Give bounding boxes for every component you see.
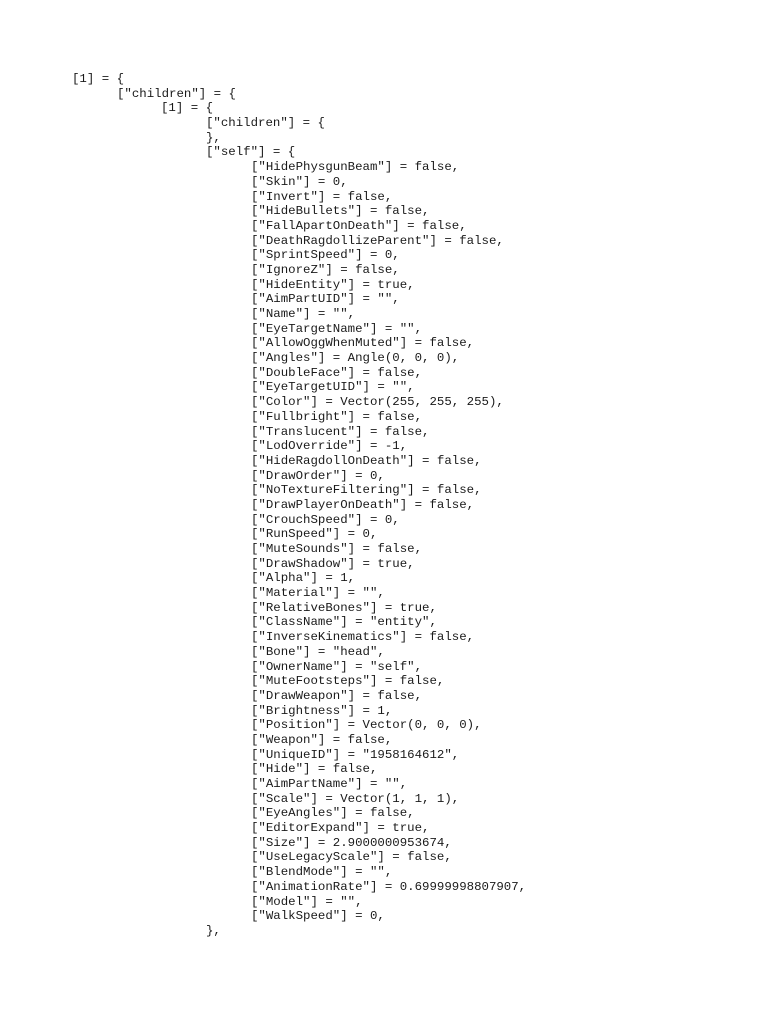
code-line: ["ClassName"] = "entity", xyxy=(251,615,437,630)
code-line: ["Translucent"] = false, xyxy=(251,424,430,439)
code-line: ["Alpha"] = 1, xyxy=(251,571,356,586)
code-listing xyxy=(72,72,752,939)
code-line: ["DrawShadow"] = true, xyxy=(251,556,415,571)
code-line: ["RunSpeed"] = 0, xyxy=(251,527,378,542)
code-line: ["Position"] = Vector(0, 0, 0), xyxy=(251,718,482,733)
code-line: ["LodOverride"] = -1, xyxy=(251,439,408,454)
code-line: ["children"] = { xyxy=(117,86,236,101)
code-line: ["Bone"] = "head", xyxy=(251,644,385,659)
code-line: ["self"] = { xyxy=(206,145,296,160)
code-line: ["IgnoreZ"] = false, xyxy=(251,262,400,277)
code-line: ["Scale"] = Vector(1, 1, 1), xyxy=(251,791,460,806)
code-line: ["Fullbright"] = false, xyxy=(251,409,423,424)
code-line: ["HideEntity"] = true, xyxy=(251,277,415,292)
code-line: ["AllowOggWhenMuted"] = false, xyxy=(251,336,475,351)
code-line: ["HideRagdollOnDeath"] = false, xyxy=(251,453,482,468)
code-line: ["AimPartName"] = "", xyxy=(251,777,408,791)
code-line: ["HideBullets"] = false, xyxy=(251,204,430,219)
code-line: ["Color"] = Vector(255, 255, 255), xyxy=(251,395,504,410)
code-line: ["NoTextureFiltering"] = false, xyxy=(251,483,482,498)
code-line: ["Weapon"] = false, xyxy=(251,732,393,747)
code-line: ["RelativeBones"] = true, xyxy=(251,600,437,615)
code-line: }, xyxy=(206,923,221,938)
code-line: ["Skin"] = 0, xyxy=(251,174,348,189)
code-line: ["EyeTargetName"] = "", xyxy=(251,321,423,336)
code-line: ["EditorExpand"] = true, xyxy=(251,821,430,836)
code-line: ["SprintSpeed"] = 0, xyxy=(251,248,400,263)
code-line: ["DeathRagdollizeParent"] = false, xyxy=(251,233,504,248)
code-line: ["DrawOrder"] = 0, xyxy=(251,468,385,483)
code-line: ["children"] = { xyxy=(206,116,325,131)
code-line: ["Angles"] = Angle(0, 0, 0), xyxy=(251,351,460,366)
code-line: ["MuteFootsteps"] = false, xyxy=(251,674,445,689)
code-line: ["CrouchSpeed"] = 0, xyxy=(251,512,400,527)
code-line: ["UseLegacyScale"] = false, xyxy=(251,850,452,865)
code-line: ["DoubleFace"] = false, xyxy=(251,365,423,380)
code-line: ["DrawWeapon"] = false, xyxy=(251,688,423,703)
code-line: ["Material"] = "", xyxy=(251,586,385,601)
code-line: ["WalkSpeed"] = 0, xyxy=(251,909,385,924)
code-line: ["AimPartUID"] = "", xyxy=(251,292,400,307)
code-line: ["MuteSounds"] = false, xyxy=(251,542,423,556)
code-line: ["Hide"] = false, xyxy=(251,762,378,777)
code-line: ["OwnerName"] = "self", xyxy=(251,659,423,674)
code-line: ["BlendMode"] = "", xyxy=(251,865,393,880)
code-line: ["FallApartOnDeath"] = false, xyxy=(251,218,467,233)
code-line: ["Brightness"] = 1, xyxy=(251,703,393,718)
code-line: ["HidePhysgunBeam"] = false, xyxy=(251,160,460,175)
code-line: [1] = { xyxy=(72,72,125,86)
code-line: ["Invert"] = false, xyxy=(251,189,393,204)
code-line: ["EyeAngles"] = false, xyxy=(251,806,415,821)
code-line: ["UniqueID"] = "1958164612", xyxy=(251,747,460,762)
code-line: ["Name"] = "", xyxy=(251,307,356,321)
code-line: ["InverseKinematics"] = false, xyxy=(251,630,475,645)
code-line: ["Size"] = 2.9000000953674, xyxy=(251,835,452,850)
code-line: ["EyeTargetUID"] = "", xyxy=(251,380,415,395)
code-line: ["Model"] = "", xyxy=(251,894,363,909)
code-line: [1] = { xyxy=(161,101,214,116)
code-line: ["AnimationRate"] = 0.69999998807907, xyxy=(251,879,527,894)
code-line: ["DrawPlayerOnDeath"] = false, xyxy=(251,497,475,512)
code-line: }, xyxy=(206,130,221,145)
